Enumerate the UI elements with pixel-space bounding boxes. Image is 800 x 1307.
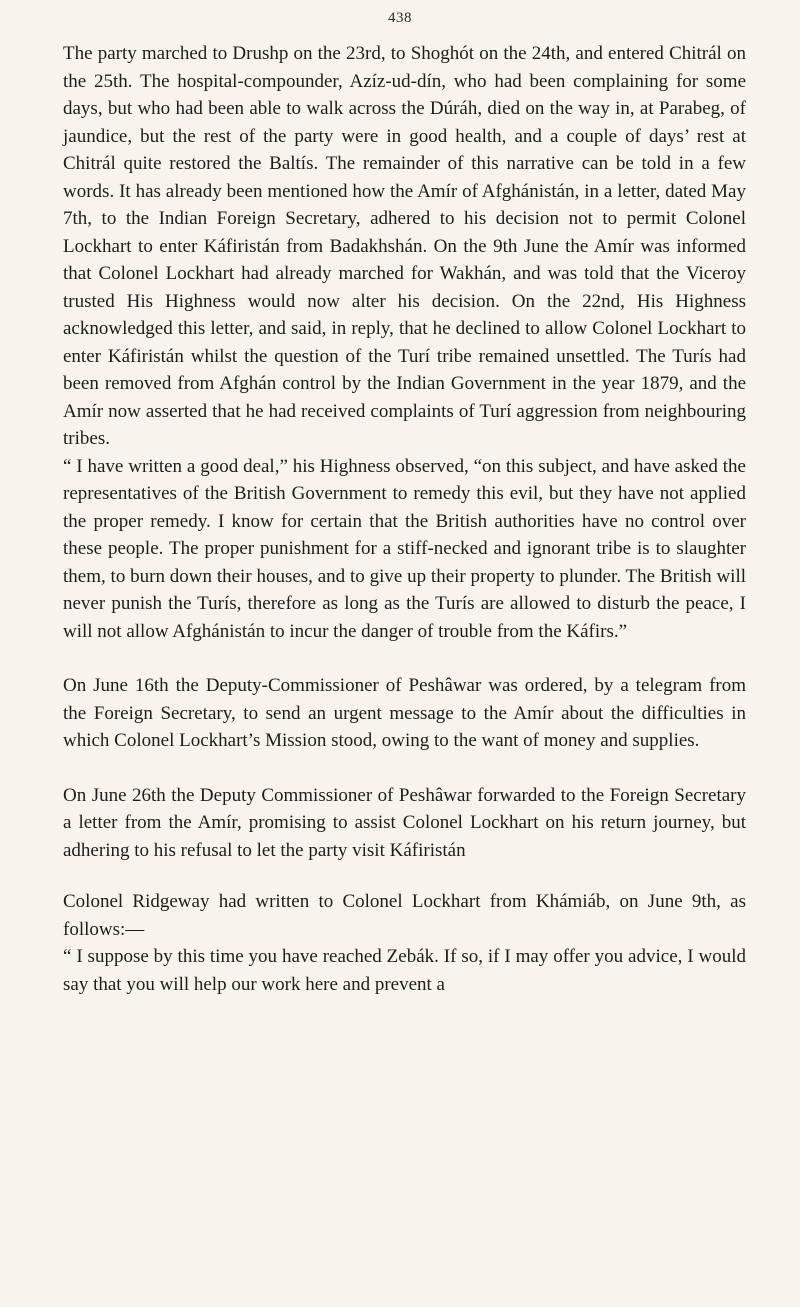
- paragraph-narrative: The party marched to Drushp on the 23rd, to Shoghót on the 24th, and entered Chitrál on the 25th. The hospital-compounder, Azíz-ud-dín, who had been complaining for some days, but who had been able to walk across the Dúráh, died on the way in, at Parabeg, of jaundice, but the rest of the party were in good health, and a couple of days’ rest at Chitrál quite restored the Baltís. The remainder of this narrative can be told in a few words. It has already been mentioned how the Amír of Afghánistán, in a letter, dated May 7th, to the Indian Foreign Secretary, adhered to his decision not to permit Colonel Lockhart to enter Káfiristán from Badakhshán. On the 9th June the Amír was informed that Colonel Lockhart had already marched for Wakhán, and was told that the Viceroy trusted His Highness would now alter his decision. On the 22nd, His Highness acknowledged this letter, and said, in reply, that he declined to allow Colonel Lockhart to enter Káfiristán whilst the question of the Turí tribe remained unsettled. The Turís had been removed from Afghán control by the Indian Government in the year 1879, and the Amír now asserted that he had received complaints of Turí aggression from neighbouring tribes.: [63, 43, 746, 449]
- paragraph-ridgeway-letter: “ I suppose by this time you have reached Zebák. If so, if I may offer you advice, I would say that you will help our work here and prevent a: [63, 946, 746, 995]
- paragraph-june-26: On June 26th the Deputy Commissioner of Peshâwar forwarded to the Foreign Secretary a letter from the Amír, promising to assist Colonel Lockhart on his return journey, but adhering to his refusal to let the party visit Káfiristán: [63, 784, 746, 861]
- body-text: [63, 40, 746, 998]
- paragraph-ridgeway-intro: Colonel Ridgeway had written to Colonel Lockhart from Khámiáb, on June 9th, as follows:—: [63, 891, 746, 940]
- paragraph-june-16: On June 16th the Deputy-Commissioner of Peshâwar was ordered, by a telegram from the Foreign Secretary, to send an urgent message to the Amír about the difficulties in which Colonel Lockhart’s Mission stood, owing to the want of money and supplies.: [63, 675, 746, 751]
- paragraph-amir-quote: “ I have written a good deal,” his Highness observed, “on this subject, and have asked the representatives of the British Government to remedy this evil, but they have not applied the proper remedy. I know for certain that the British authorities have no control over these people. The proper punishment for a stiff-necked and ignorant tribe is to slaughter them, to burn down their houses, and to give up their property to plunder. The British will never punish the Turís, therefore as long as the Turís are allowed to disturb the peace, I will not allow Afghánistán to incur the danger of trouble from the Káfirs.”: [63, 455, 746, 642]
- page-number: 438: [388, 10, 412, 26]
